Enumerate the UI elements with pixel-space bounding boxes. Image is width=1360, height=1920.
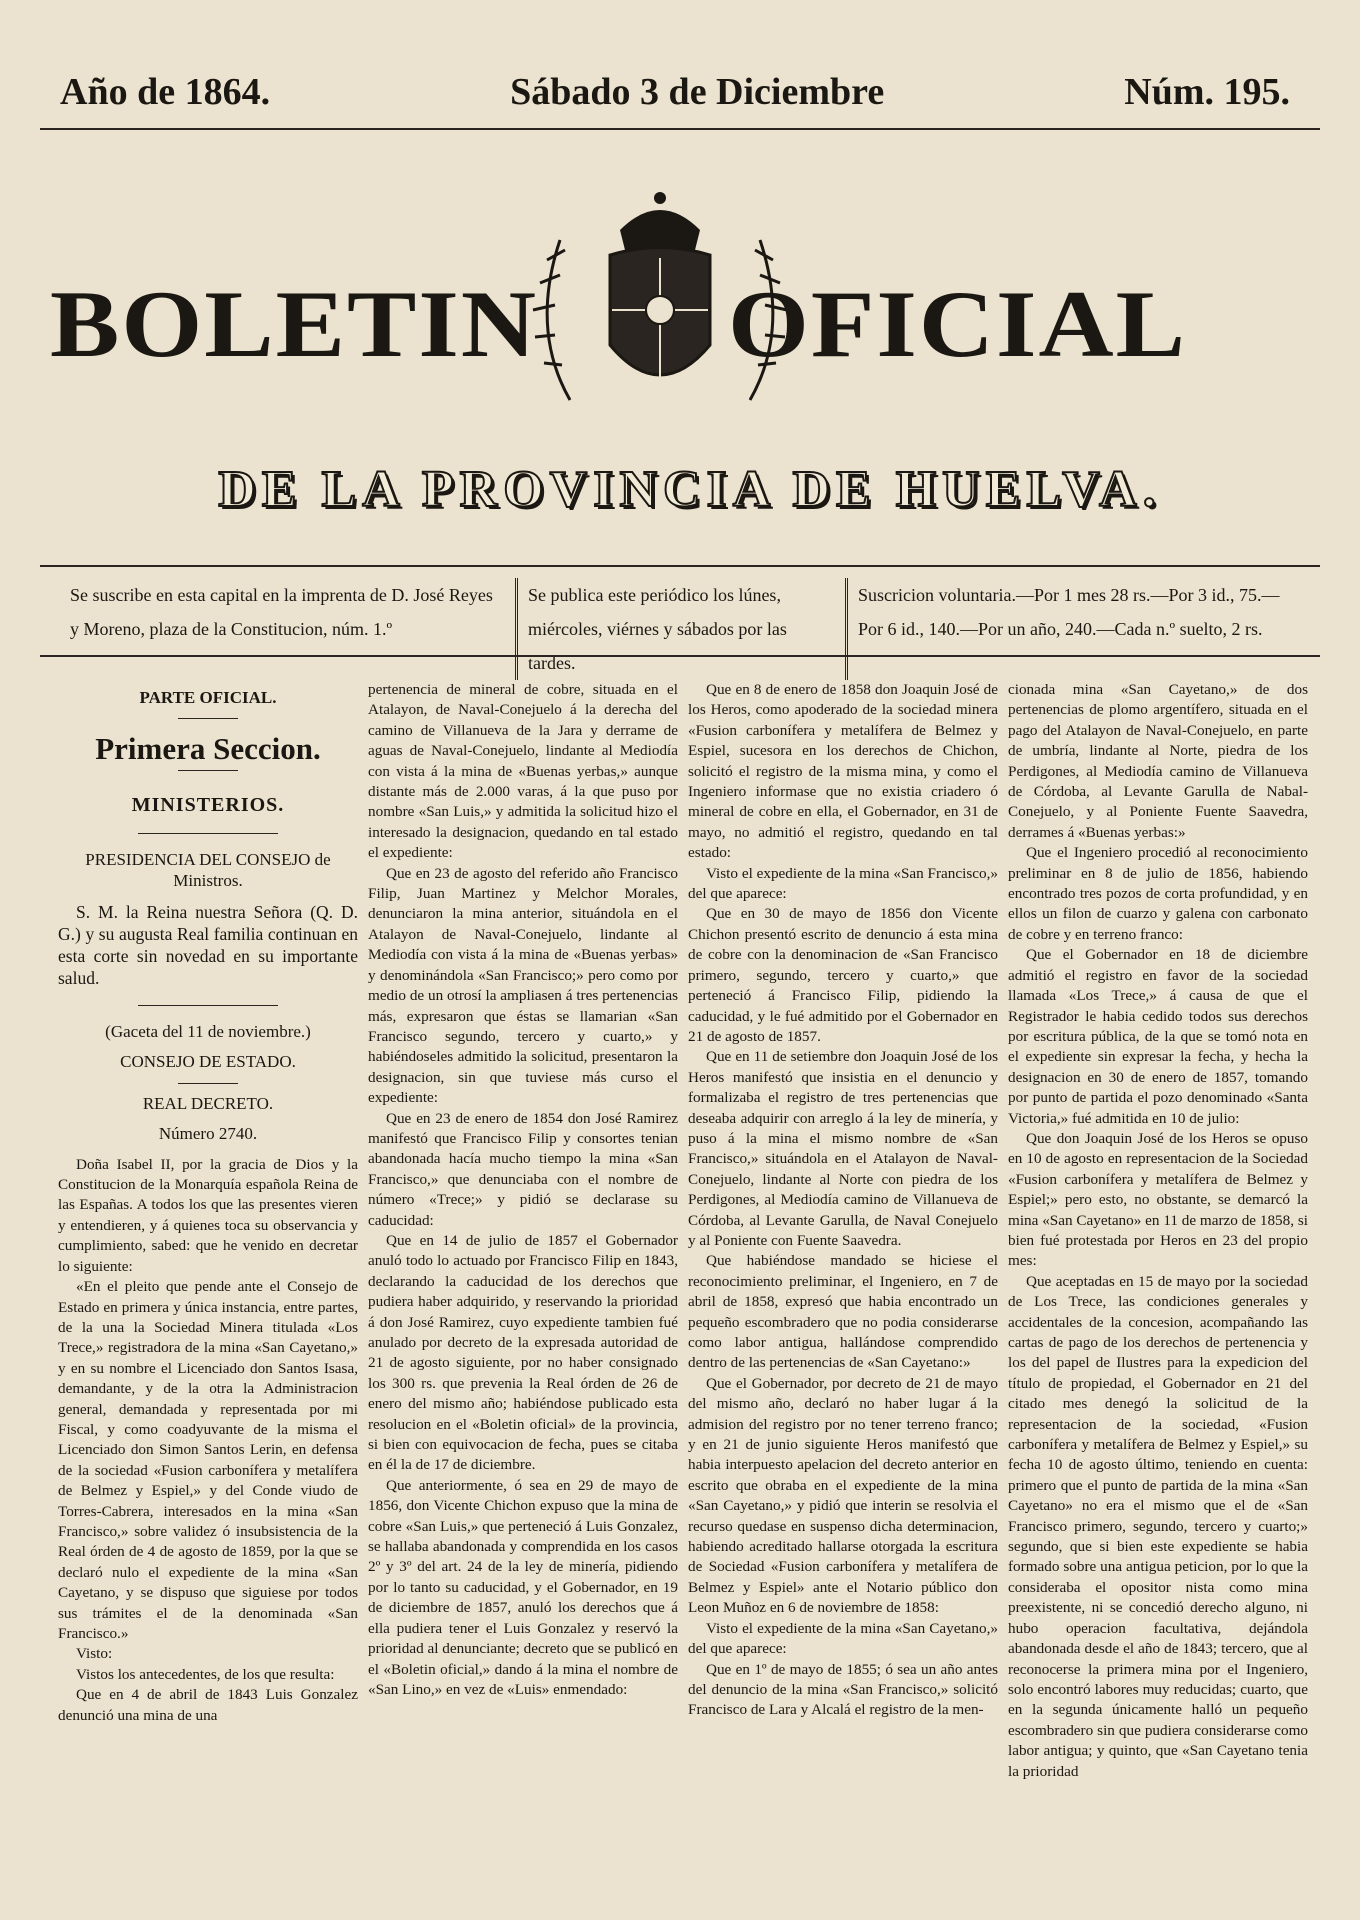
presidencia-heading: PRESIDENCIA DEL CONSEJO de Ministros. bbox=[85, 850, 331, 890]
ministerios-heading: MINISTERIOS. bbox=[131, 793, 285, 816]
paragraph: cionada mina «San Cayetano,» de dos pertenencias de plomo argentífero, situada en el pago del Atalayon de Naval-Conejuelo, en parte de umbría, lindante al Norte, piedra de los Perdigones, al Mediodía camino de Villanueva de Córdoba, al Levante Garulla de Nabal-Conejuelo, y al Poniente Fuente Saavedra, derrames á «Buenas yerbas:» bbox=[1008, 681, 1308, 841]
paragraph: Que el Gobernador en 18 de diciembre admitió el registro en favor de la sociedad llamada «Los Trece,» á causa de que el Registrador le habia cedido todos sus derechos por escritura pública, de la que se tomó nota en el expediente sin expresar la fecha, y hecha la designacion en 30 de enero de 1857, tomando por punto de partida el pozo denominado «Santa Victoria,» fué admitida en 10 de julio: bbox=[1008, 946, 1308, 1127]
paragraph: Que en 30 de mayo de 1856 don Vicente Chichon presentó escrito de denuncio á esta mina de cobre con la denominacion de «San Francisco primero, segundo, tercero y cuarto,» que perteneció á Francisco Filip, pidiendo la caducidad, y le fué admitido por el Gobernador en 21 de agosto de 1857. bbox=[688, 905, 998, 1045]
decreto-number: Número 2740. bbox=[158, 1124, 258, 1144]
column-1 bbox=[58, 680, 358, 1910]
price-info: Suscricion voluntaria.—Por 1 mes 28 rs.—Por 3 id., 75.—Por 6 id., 140.—Por un año, 240.—Cada n.º suelto, 2 rs. bbox=[845, 578, 1300, 680]
info-bar bbox=[60, 578, 1300, 673]
info-top-rule bbox=[40, 565, 1320, 567]
schedule-info: Se publica este periódico los lúnes, miércoles, viérnes y sábados por las tardes. bbox=[515, 578, 845, 680]
paragraph: Que en 11 de setiembre don Joaquin José de los Heros manifestó que insistia en el denuncio y formalizaba el registro de tres pertenencias que deseaba adquirir con arreglo á la ley de minería, y puso á la mina el mismo nombre de «San Francisco,» situándola en el Atalayon de Naval-Conejuelo, lindante al Norte con piedra de los Perdigones, al Mediodía camino de Villanueva de Córdoba, al Levante Garulla, de Naval Conejuelo y al Poniente con Fuente Saavedra. bbox=[688, 1048, 998, 1249]
top-rule bbox=[40, 128, 1320, 130]
subtitle: DE LA PROVINCIA DE HUELVA. bbox=[218, 461, 1162, 518]
date-label: Sábado 3 de Diciembre bbox=[510, 71, 885, 113]
royal-notice: S. M. la Reina nuestra Señora (Q. D. G.) y su augusta Real familia continuan en esta corte sin novedad en su importante salud. bbox=[58, 902, 358, 989]
consejo-heading: CONSEJO DE ESTADO. bbox=[120, 1052, 296, 1072]
paragraph: pertenencia de mineral de cobre, situada en el Atalayon, de Naval-Conejuelo á la derecha del camino de Villanueva de la Jara y derrame de aguas de Naval-Conejuelo, lindante al Mediodía con vista á la mina de «Buenas yerbas,» aunque distante más de 2.000 varas, á la que puso por nombre «San Luis,» y admitida la solicitud hizo el interesado la designacion, quedando en tal estado el expediente: bbox=[368, 681, 678, 862]
year-label: Año de 1864. bbox=[60, 71, 271, 113]
paragraph: Doña Isabel II, por la gracia de Dios y la Constitucion de la Monarquía española Reina de las Españas. A todos los que las presentes vieren y entendieren, y á quienes toca su observancia y cumplimiento, sabed: que he venido en decretar lo siguiente: bbox=[58, 1155, 358, 1275]
title-left: BOLETIN bbox=[50, 271, 538, 378]
decreto-heading: REAL DECRETO. bbox=[142, 1093, 274, 1113]
parte-heading: PARTE OFICIAL. bbox=[139, 688, 277, 707]
paragraph: Vistos los antecedentes, de los que resulta: bbox=[76, 1665, 335, 1683]
paragraph: Visto el expediente de la mina «San Francisco,» del que aparece: bbox=[688, 864, 998, 903]
section-heading: Primera Seccion. bbox=[95, 731, 321, 767]
issue-number: Núm. 195. bbox=[1124, 71, 1290, 113]
paragraph: Que el Gobernador, por decreto de 21 de mayo del mismo año, declaró no haber lugar á la admision del registro por no tener terreno franco; y en 21 de junio siguiente Heros manifestó que habia interpuesto apelacion del decreto anterior en escrito que obraba en el expediente de la mina «San Cayetano,» y pidió que interin se resolvia el recurso quedase en suspenso dicha determinacion, habiendo acreditado hallarse otorgada la escritura de Sociedad «Fusion carbonífera y metalífera de Belmez y Espiel» ante el Notario público don Leon Muñoz en 6 de noviembre de 1858: bbox=[688, 1374, 998, 1617]
masthead bbox=[60, 70, 1290, 114]
paragraph: Visto el expediente de la mina «San Cayetano,» del que aparece: bbox=[688, 1619, 998, 1658]
paragraph: Que don Joaquin José de los Heros se opuso en 10 de agosto en representacion de la Sociedad «Fusion carbonífera y metalífera de Belmez y Espiel;» pero esto, no obstante, se demarcó la mina «San Cayetano» en 11 de marzo de 1858, si bien fué protestada por Heros en 23 del propio mes: bbox=[1008, 1129, 1308, 1270]
paragraph: Que anteriormente, ó sea en 29 de mayo de 1856, don Vicente Chichon expuso que la mina de cobre «San Luis,» que perteneció á Luis Gonzalez, se hallaba abandonada y comprendida en los casos 2º y 3º del art. 24 de la ley de minería, pidiendo por lo tanto su caducidad, y el Gobernador, en 19 de diciembre de 1857, anuló los derechos que á ella pudiera tener el Luis Gonzalez y reservó la prioridad al denunciante; decreto que se publicó en el «Boletin oficial,» dando á la mina el nombre de «San Lino,» en vez de «Luis» enmendado: bbox=[368, 1476, 678, 1698]
info-bottom-rule bbox=[40, 655, 1320, 657]
paragraph: Que en 8 de enero de 1858 don Joaquin José de los Heros, como apoderado de la sociedad minera «Fusion carbonífera y metalífera de Belmez y Espiel, sucesora en los derechos de Chichon, solicitó el registro de la misma mina, y como el Ingeniero informase que no existia criadero ó mineral de cobre en ella, el Gobernador, en 31 de mayo, no admitió el registro, quedando en tal estado: bbox=[688, 681, 998, 862]
title-right: OFICIAL bbox=[728, 271, 1187, 378]
column-2 bbox=[368, 680, 678, 1910]
column-4 bbox=[1008, 680, 1308, 1910]
paragraph: Que en 4 de abril de 1843 Luis Gonzalez denunció una mina de una bbox=[58, 1686, 358, 1724]
paragraph: Que en 1º de mayo de 1855; ó sea un año antes del denuncio de la mina «San Francisco,» solicitó Francisco de Lara y Alcalá el registro de la men- bbox=[688, 1660, 998, 1719]
subscription-info: Se suscribe en esta capital en la imprenta de D. José Reyes y Moreno, plaza de la Constitucion, núm. 1.º bbox=[70, 585, 493, 639]
paragraph: «En el pleito que pende ante el Consejo de Estado en primera y única instancia, entre partes, de la una la Sociedad Minera titulada «Los Trece,» registradora de la mina «San Cayetano,» y en su nombre el Licenciado don Santos Isasa, demandante, y de la otra la Administracion general, demandada y representada por mi Fiscal, y como coadyuvante de la misma el Licenciado don Simon Santos Lerin, en defensa de la sociedad «Fusion carbonífera y metalífera de Belmez y Espiel,» y del Conde viudo de Torres-Cabrera, interesados en la mina «San Francisco,» sobre validez ó insubsistencia de la Real órden de 4 de agosto de 1859, por la que se declaró nulo el expediente de la mina «San Cayetano, y se dispuso que siguiese por todos sus trámites el de la denominada «San Francisco.» bbox=[58, 1278, 358, 1642]
paragraph: Que en 23 de enero de 1854 don José Ramirez manifestó que Francisco Filip y consortes tenian abandonada hacía mucho tiempo la mina «San Francisco,» que denunciaba con el nombre de número «Trece;» y pidió se declarase su caducidad: bbox=[368, 1109, 678, 1229]
column-3 bbox=[688, 680, 998, 1910]
title-block bbox=[40, 170, 1320, 430]
paragraph: Que habiéndose mandado se hiciese el reconocimiento preliminar, el Ingeniero, en 7 de abril de 1858, expresó que habia encontrado un pequeño escombradero que no podia considerarse como labor antigua, hallándose comprendido dentro de las pertenencias de «San Cayetano:» bbox=[688, 1252, 998, 1372]
paragraph: Que aceptadas en 15 de mayo por la sociedad de Los Trece, las condiciones generales y accidentales de la concesion, acompañando las cartas de pago de los derechos de pertenencia y los del papel de Ilustres para la expedicion del título de propiedad, el Gobernador en 21 del citado mes denegó la solicitud de la representacion de la sociedad, «Fusion carbonífera y metalífera de Belmez y Espiel,» su fecha 10 de agosto último, teniendo en cuenta: primero que el punto de partida de la mina «San Cayetano» no era el mismo que el de «San Francisco primero, segundo, tercero y cuarto;» segundo, que si bien este expediente se habia formado sobre una antigua peticion, por lo que la consideraba el opositor nista como mina preexistente, ni se concedió derecho alguno, ni hubo operacion facultativa, dejándola abandonada desde el año de 1843; tercero, que al reconocerse la primera mina por el Ingeniero, solo encontró labores muy reducidas; cuarto, que en la segunda únicamente halló un pequeño escombradero sin que pudiera considerarse como labor antigua; y quinto, que «San Cayetano tenia la prioridad bbox=[1008, 1272, 1308, 1780]
paragraph: Visto: bbox=[76, 1645, 113, 1663]
gaceta-ref: (Gaceta del 11 de noviembre.) bbox=[105, 1022, 311, 1042]
article-columns bbox=[58, 680, 1308, 1910]
paragraph: Que en 14 de julio de 1857 el Gobernador anuló todo lo actuado por Francisco Filip en 1843, declarando la caducidad de los derechos que pudiera haber adquirido, y reservando la prioridad á don José Ramirez, cuyo expediente tambien fué anulado por decreto de la expresada autoridad de 21 de agosto siguiente, por no haber consignado los 300 rs. que prevenia la Real órden de 26 de enero del mismo año; habiéndose publicado esta resolucion en el «Boletin oficial» de la provincia, si bien con equivocacion de fecha, pues se citaba en él la de 17 de diciembre. bbox=[368, 1231, 678, 1474]
paragraph: Que el Ingeniero procedió al reconocimiento preliminar en 8 de julio de 1856, habiendo encontrado tres pozos de corta profundidad, y en ellos un filon de cuarzo y galena con carbonato de cobre y en terreno franco: bbox=[1008, 844, 1308, 943]
paragraph: Que en 23 de agosto del referido año Francisco Filip, Juan Martinez y Melchor Morales, denunciaron la mina anterior, situándola en el Atalayon de Naval-Conejuelo, lindante al Mediodía con vista á la mina de «Buenas yerbas» y denominándola «San Francisco;» pero como por medio de un otrosí la ampliasen á tres pertenencias más, expresaron que éstas se llamarian «San Francisco segundo, tercero y cuarto,» y habiéndoseles admitido la solicitud, presentaron la designacion, sin que tuviese más curso el expediente: bbox=[368, 864, 678, 1107]
